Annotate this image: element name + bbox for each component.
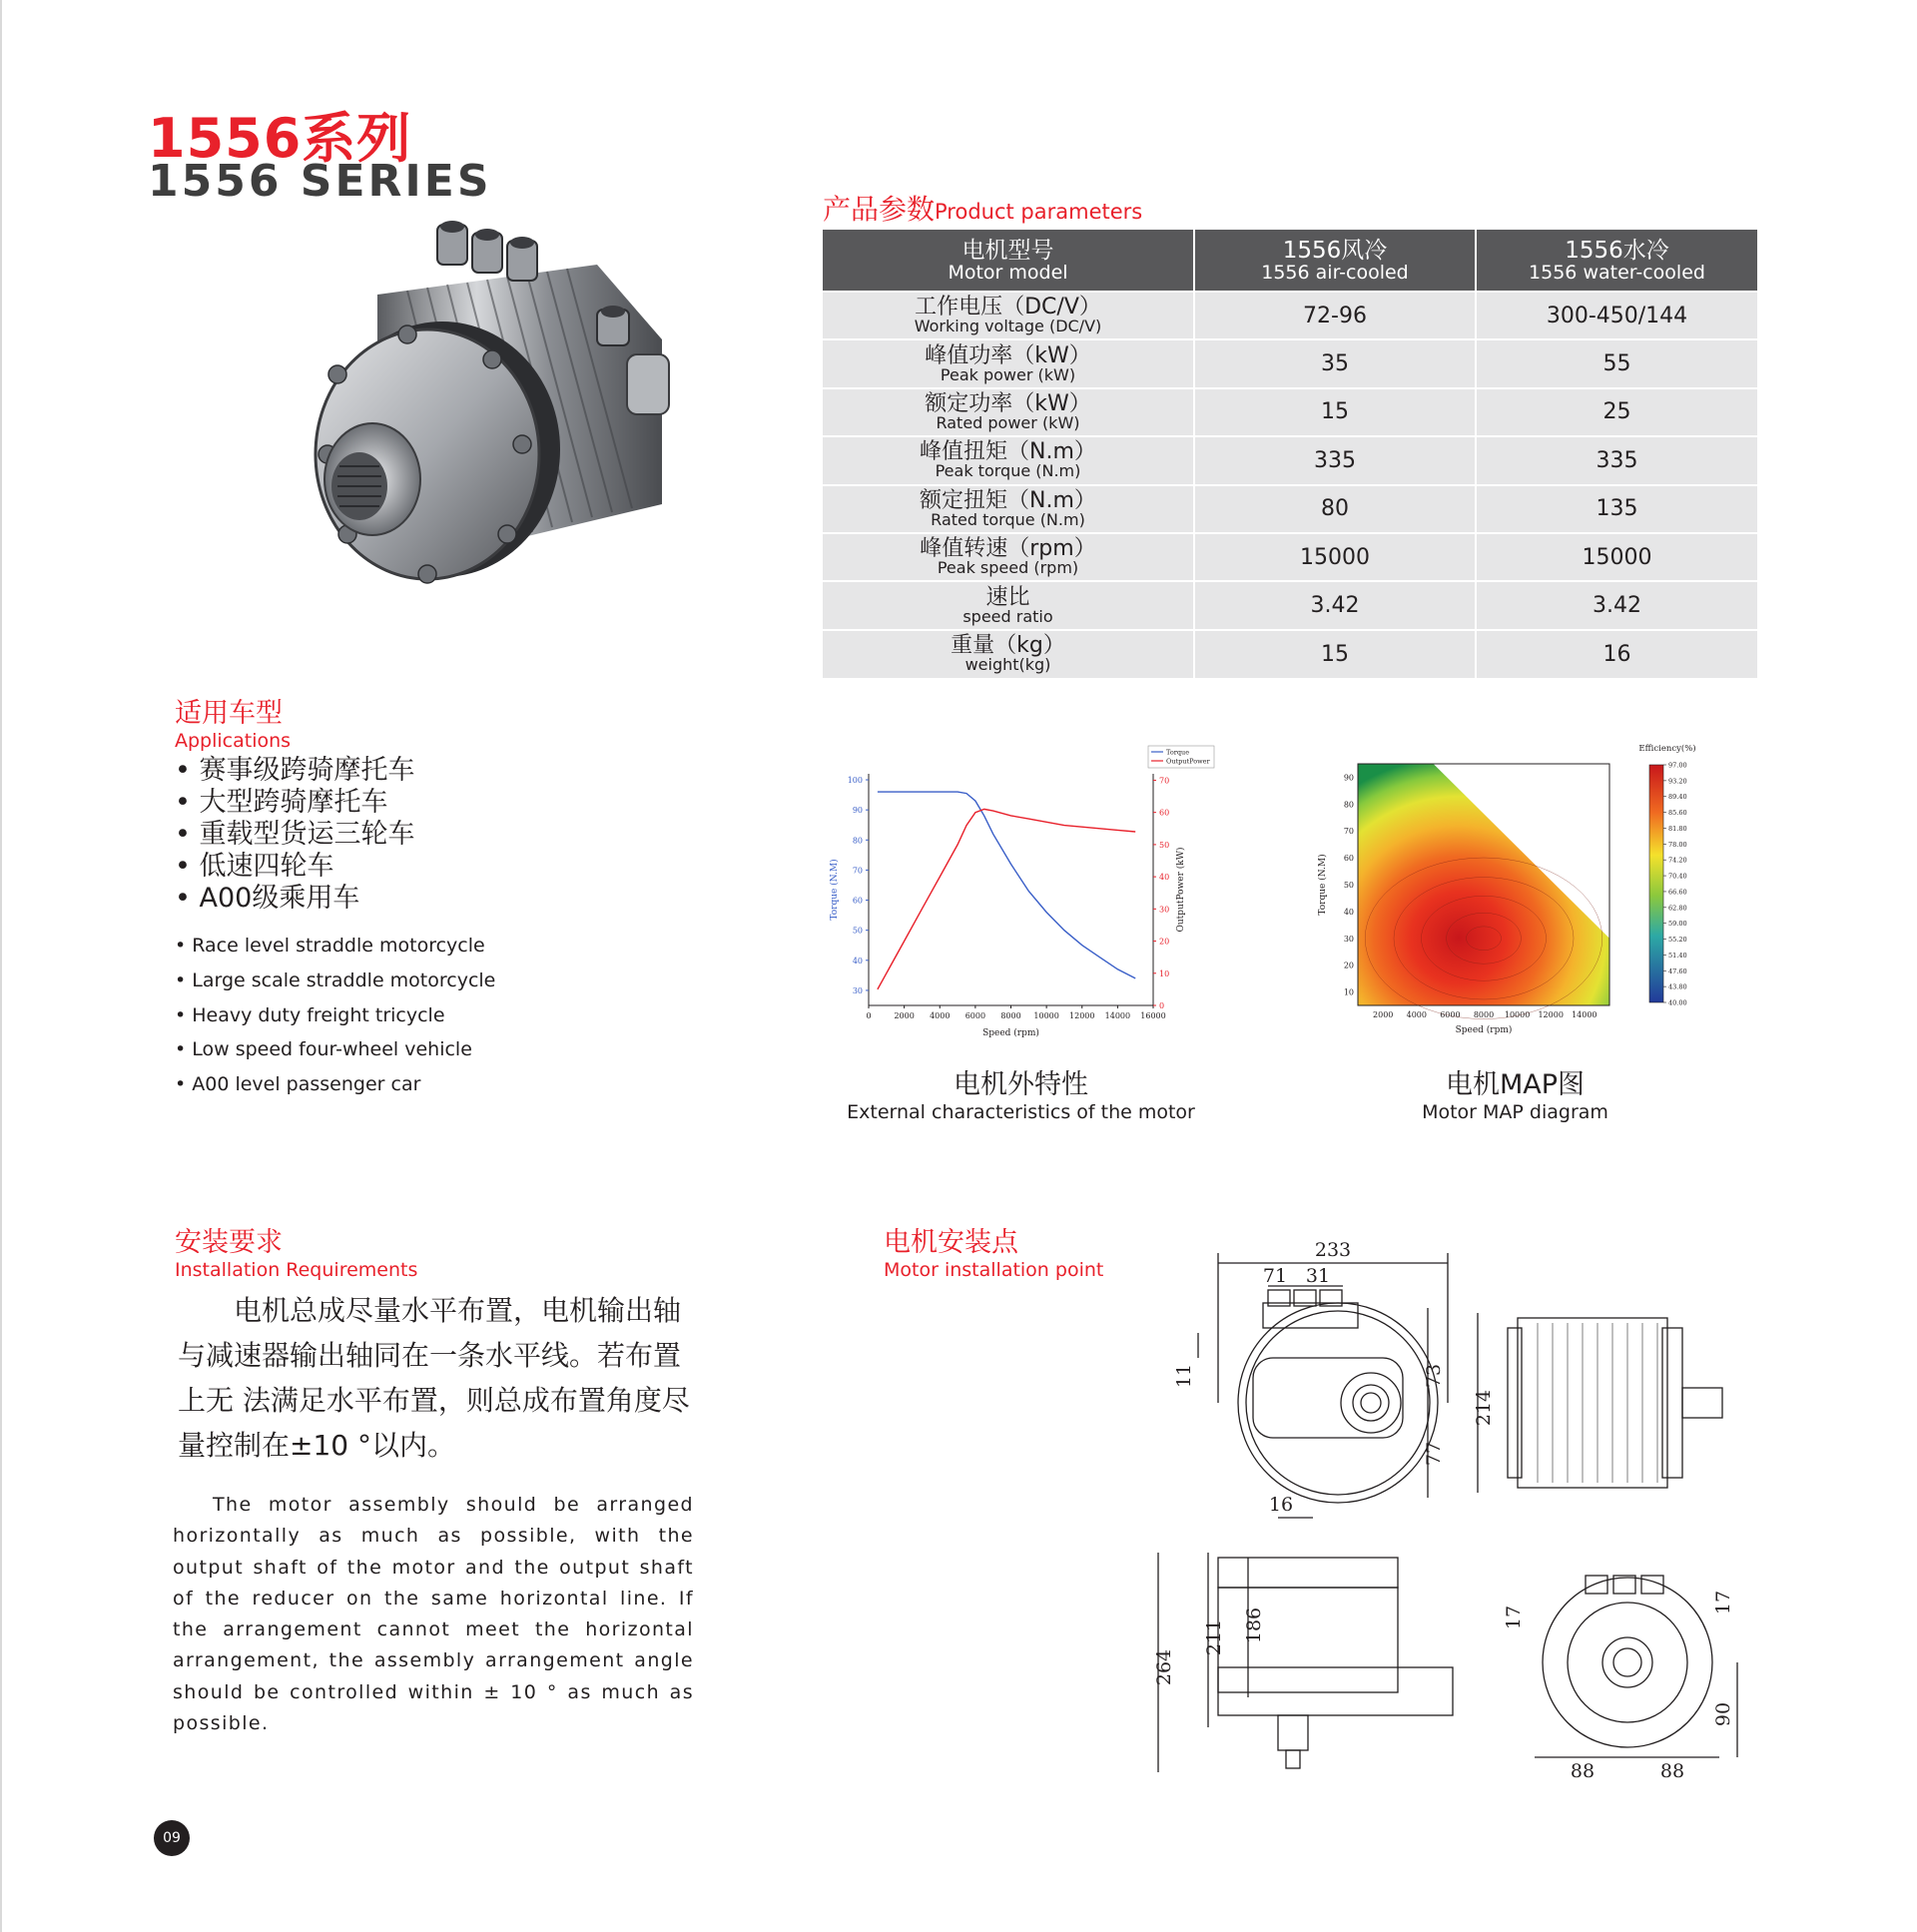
air-value: 15000 xyxy=(1194,533,1476,581)
dim-88-left: 88 xyxy=(1570,1760,1596,1782)
x-axis-label: Speed (rpm) xyxy=(1455,1025,1513,1035)
dim-17-right: 17 xyxy=(1712,1590,1734,1615)
water-value: 16 xyxy=(1476,630,1757,678)
air-value: 80 xyxy=(1194,485,1476,533)
list-item: • 低速四轮车 xyxy=(175,851,334,882)
map-caption-en: Motor MAP diagram xyxy=(1422,1101,1608,1123)
row-label: 峰值转速（rpm） Peak speed (rpm) xyxy=(823,533,1194,581)
list-item: • 重载型货运三轮车 xyxy=(175,819,415,850)
installation-text-cn: 电机总成尽量水平布置，电机输出轴与减速器输出轴同在一条水平线。若布置上无 法满足水平布置，则总成布置角度尽量控制在±10 °以内。 xyxy=(178,1294,690,1462)
row-label: 峰值扭矩（N.m） Peak torque (N.m) xyxy=(823,436,1194,484)
table-row xyxy=(823,485,1757,533)
applications-list-en xyxy=(175,929,495,1102)
dim-214: 214 xyxy=(1473,1389,1495,1427)
colorbar-tick-label: 74.20 xyxy=(1668,856,1687,865)
table-row xyxy=(823,533,1757,581)
x-tick-label: 12000 xyxy=(1538,1010,1564,1019)
colorbar-tick-label: 40.00 xyxy=(1668,998,1687,1007)
table-row xyxy=(823,339,1757,387)
water-value: 335 xyxy=(1476,436,1757,484)
external-caption-en: External characteristics of the motor xyxy=(847,1101,1195,1123)
params-heading-cn: 产品参数 xyxy=(823,193,936,226)
water-value: 300-450/144 xyxy=(1476,292,1757,339)
air-value: 3.42 xyxy=(1194,581,1476,629)
y-tick-label: 30 xyxy=(852,985,863,995)
y-tick-label: 20 xyxy=(1343,961,1354,970)
colorbar-tick-label: 93.20 xyxy=(1668,777,1687,786)
air-value: 15 xyxy=(1194,388,1476,436)
map-chart-caption xyxy=(1373,1062,1657,1123)
dim-264: 264 xyxy=(1153,1648,1175,1686)
colorbar-tick-label: 78.00 xyxy=(1668,840,1687,849)
header-water-cooled: 1556水冷 1556 water-cooled xyxy=(1476,230,1757,292)
header-motor-model: 电机型号 Motor model xyxy=(823,230,1194,292)
dim-186: 186 xyxy=(1243,1607,1265,1644)
x-tick-label: 10000 xyxy=(1033,1011,1059,1020)
y2-tick-label: 60 xyxy=(1159,808,1170,818)
y2-tick-label: 50 xyxy=(1159,840,1170,850)
params-header-row xyxy=(823,230,1757,292)
list-item: • Low speed four-wheel vehicle xyxy=(175,1038,472,1061)
colorbar-tick-label: 97.00 xyxy=(1668,761,1687,770)
table-row xyxy=(823,388,1757,436)
air-value: 335 xyxy=(1194,436,1476,484)
installation-heading xyxy=(175,1220,417,1281)
y-tick-label: 60 xyxy=(1343,854,1354,864)
y-axis-label: Torque (N.M) xyxy=(830,859,840,921)
colorbar-title: Efficiency(%) xyxy=(1638,744,1696,754)
external-caption-cn: 电机外特性 xyxy=(954,1069,1088,1100)
water-value: 25 xyxy=(1476,388,1757,436)
row-label: 峰值功率（kW） Peak power (kW) xyxy=(823,339,1194,387)
colorbar-tick-label: 62.80 xyxy=(1668,904,1687,913)
y2-axis-label: OutputPower (kW) xyxy=(1176,847,1186,933)
colorbar-tick-label: 89.40 xyxy=(1668,793,1687,802)
air-value: 35 xyxy=(1194,339,1476,387)
x-tick-label: 8000 xyxy=(1473,1010,1495,1019)
water-value: 15000 xyxy=(1476,533,1757,581)
x-tick-label: 8000 xyxy=(1000,1011,1021,1020)
y-tick-label: 100 xyxy=(847,776,863,786)
y-tick-label: 80 xyxy=(1343,800,1354,810)
y2-tick-label: 0 xyxy=(1159,1001,1165,1010)
y-tick-label: 60 xyxy=(852,896,863,906)
external-characteristics-chart xyxy=(819,744,1218,1043)
water-value: 3.42 xyxy=(1476,581,1757,629)
table-row xyxy=(823,581,1757,629)
y-tick-label: 50 xyxy=(1343,881,1354,890)
x-tick-label: 0 xyxy=(866,1011,872,1020)
install-point-heading xyxy=(884,1220,1103,1281)
air-value: 15 xyxy=(1194,630,1476,678)
y2-tick-label: 40 xyxy=(1159,873,1170,883)
x-tick-label: 12000 xyxy=(1069,1011,1095,1020)
list-item: • A00 level passenger car xyxy=(175,1073,421,1096)
colorbar xyxy=(1649,765,1663,1002)
applications-heading-cn: 适用车型 xyxy=(175,698,283,729)
y2-tick-label: 20 xyxy=(1159,937,1170,947)
list-item: • 大型跨骑摩托车 xyxy=(175,787,388,818)
colorbar-tick-label: 85.60 xyxy=(1668,809,1687,818)
y-tick-label: 90 xyxy=(852,806,863,816)
x-tick-label: 10000 xyxy=(1504,1010,1531,1019)
legend-label: OutputPower xyxy=(1166,757,1210,766)
y2-tick-label: 70 xyxy=(1159,776,1170,786)
page-number: 09 xyxy=(154,1820,190,1856)
dim-71: 71 xyxy=(1262,1265,1288,1287)
title-english: 1556 SERIES xyxy=(148,156,492,207)
colorbar-tick-label: 55.20 xyxy=(1668,936,1687,945)
applications-list-cn xyxy=(175,755,415,915)
y-tick-label: 80 xyxy=(852,836,863,846)
row-label: 额定功率（kW） Rated power (kW) xyxy=(823,388,1194,436)
dim-31: 31 xyxy=(1305,1265,1331,1287)
x-tick-label: 2000 xyxy=(1373,1010,1394,1019)
y-tick-label: 70 xyxy=(1343,827,1354,837)
x-axis-label: Speed (rpm) xyxy=(982,1028,1039,1038)
air-value: 72-96 xyxy=(1194,292,1476,339)
y-tick-label: 40 xyxy=(852,956,863,966)
map-caption-cn: 电机MAP图 xyxy=(1445,1069,1586,1100)
x-tick-label: 14000 xyxy=(1104,1011,1131,1020)
table-row xyxy=(823,436,1757,484)
colorbar-tick-label: 51.40 xyxy=(1668,951,1687,960)
series-line-outputpower xyxy=(878,809,1135,989)
list-item: • Large scale straddle motorcycle xyxy=(175,968,496,991)
y-tick-label: 70 xyxy=(852,866,863,876)
x-tick-label: 6000 xyxy=(1440,1010,1461,1019)
header-air-cooled: 1556风冷 1556 air-cooled xyxy=(1194,230,1476,292)
params-heading xyxy=(823,188,1142,228)
x-tick-label: 2000 xyxy=(894,1011,915,1020)
title-chinese: 1556系列 xyxy=(148,107,412,170)
install-point-heading-en: Motor installation point xyxy=(884,1259,1104,1281)
row-label: 工作电压（DC/V） Working voltage (DC/V) xyxy=(823,292,1194,339)
colorbar-tick-label: 66.60 xyxy=(1668,888,1687,897)
row-label: 速比 speed ratio xyxy=(823,581,1194,629)
list-item: • Heavy duty freight tricycle xyxy=(175,1003,445,1026)
list-item: • 赛事级跨骑摩托车 xyxy=(175,755,415,786)
applications-heading-en: Applications xyxy=(175,730,292,752)
y-tick-label: 30 xyxy=(1343,934,1354,944)
x-tick-label: 6000 xyxy=(964,1011,986,1020)
y-axis-label: Torque (N.M) xyxy=(1318,854,1328,916)
colorbar-tick-label: 43.80 xyxy=(1668,982,1687,991)
applications-heading xyxy=(175,691,291,752)
dim-88-right: 88 xyxy=(1659,1760,1685,1782)
installation-heading-cn: 安装要求 xyxy=(175,1227,283,1258)
y2-tick-label: 10 xyxy=(1159,968,1170,978)
y-tick-label: 50 xyxy=(852,926,863,936)
table-row xyxy=(823,292,1757,339)
params-heading-en: Product parameters xyxy=(935,200,1143,224)
dim-17-left: 17 xyxy=(1503,1605,1525,1630)
motor-map-chart xyxy=(1303,739,1722,1043)
y-tick-label: 10 xyxy=(1343,987,1354,997)
dim-77: 77 xyxy=(1423,1441,1445,1467)
colorbar-tick-label: 59.00 xyxy=(1668,920,1687,929)
colorbar-tick-label: 70.40 xyxy=(1668,872,1687,881)
external-chart-caption xyxy=(829,1062,1213,1123)
x-tick-label: 14000 xyxy=(1572,1010,1598,1019)
x-tick-label: 16000 xyxy=(1140,1011,1166,1020)
dim-11: 11 xyxy=(1173,1363,1195,1389)
list-item: • A00级乘用车 xyxy=(175,883,360,914)
table-row xyxy=(823,630,1757,678)
list-item: • Race level straddle motorcycle xyxy=(175,935,485,957)
series-line-torque xyxy=(878,792,1135,978)
colorbar-tick-label: 81.80 xyxy=(1668,824,1687,833)
motor-product-image xyxy=(268,205,687,619)
y-tick-label: 40 xyxy=(1343,907,1354,917)
x-tick-label: 4000 xyxy=(1406,1010,1427,1019)
x-tick-label: 4000 xyxy=(930,1011,951,1020)
chart-legend xyxy=(1148,746,1214,768)
dim-90: 90 xyxy=(1712,1701,1734,1727)
installation-drawing xyxy=(1153,1228,1757,1787)
dim-233: 233 xyxy=(1314,1239,1352,1261)
legend-label: Torque xyxy=(1166,748,1190,757)
row-label: 额定扭矩（N.m） Rated torque (N.m) xyxy=(823,485,1194,533)
dim-73: 73 xyxy=(1423,1363,1445,1389)
install-point-heading-cn: 电机安装点 xyxy=(884,1227,1018,1258)
water-value: 55 xyxy=(1476,339,1757,387)
dim-211: 211 xyxy=(1203,1618,1225,1656)
y-tick-label: 90 xyxy=(1343,773,1354,783)
installation-heading-en: Installation Requirements xyxy=(175,1259,418,1281)
water-value: 135 xyxy=(1476,485,1757,533)
installation-text-en: The motor assembly should be arranged horizontally as much as possible, with the output shaft of the motor and the output shaft of the reducer on the same horizontal line. If the arrangement cannot meet the horizontal arrangement, the assembly arrangement angle should be controlled within ± 10 ° as much as possible. xyxy=(173,1494,694,1735)
row-label: 重量（kg） weight(kg) xyxy=(823,630,1194,678)
params-table xyxy=(823,230,1757,678)
y2-tick-label: 30 xyxy=(1159,905,1170,915)
dim-16: 16 xyxy=(1268,1494,1294,1516)
colorbar-tick-label: 47.60 xyxy=(1668,966,1687,975)
